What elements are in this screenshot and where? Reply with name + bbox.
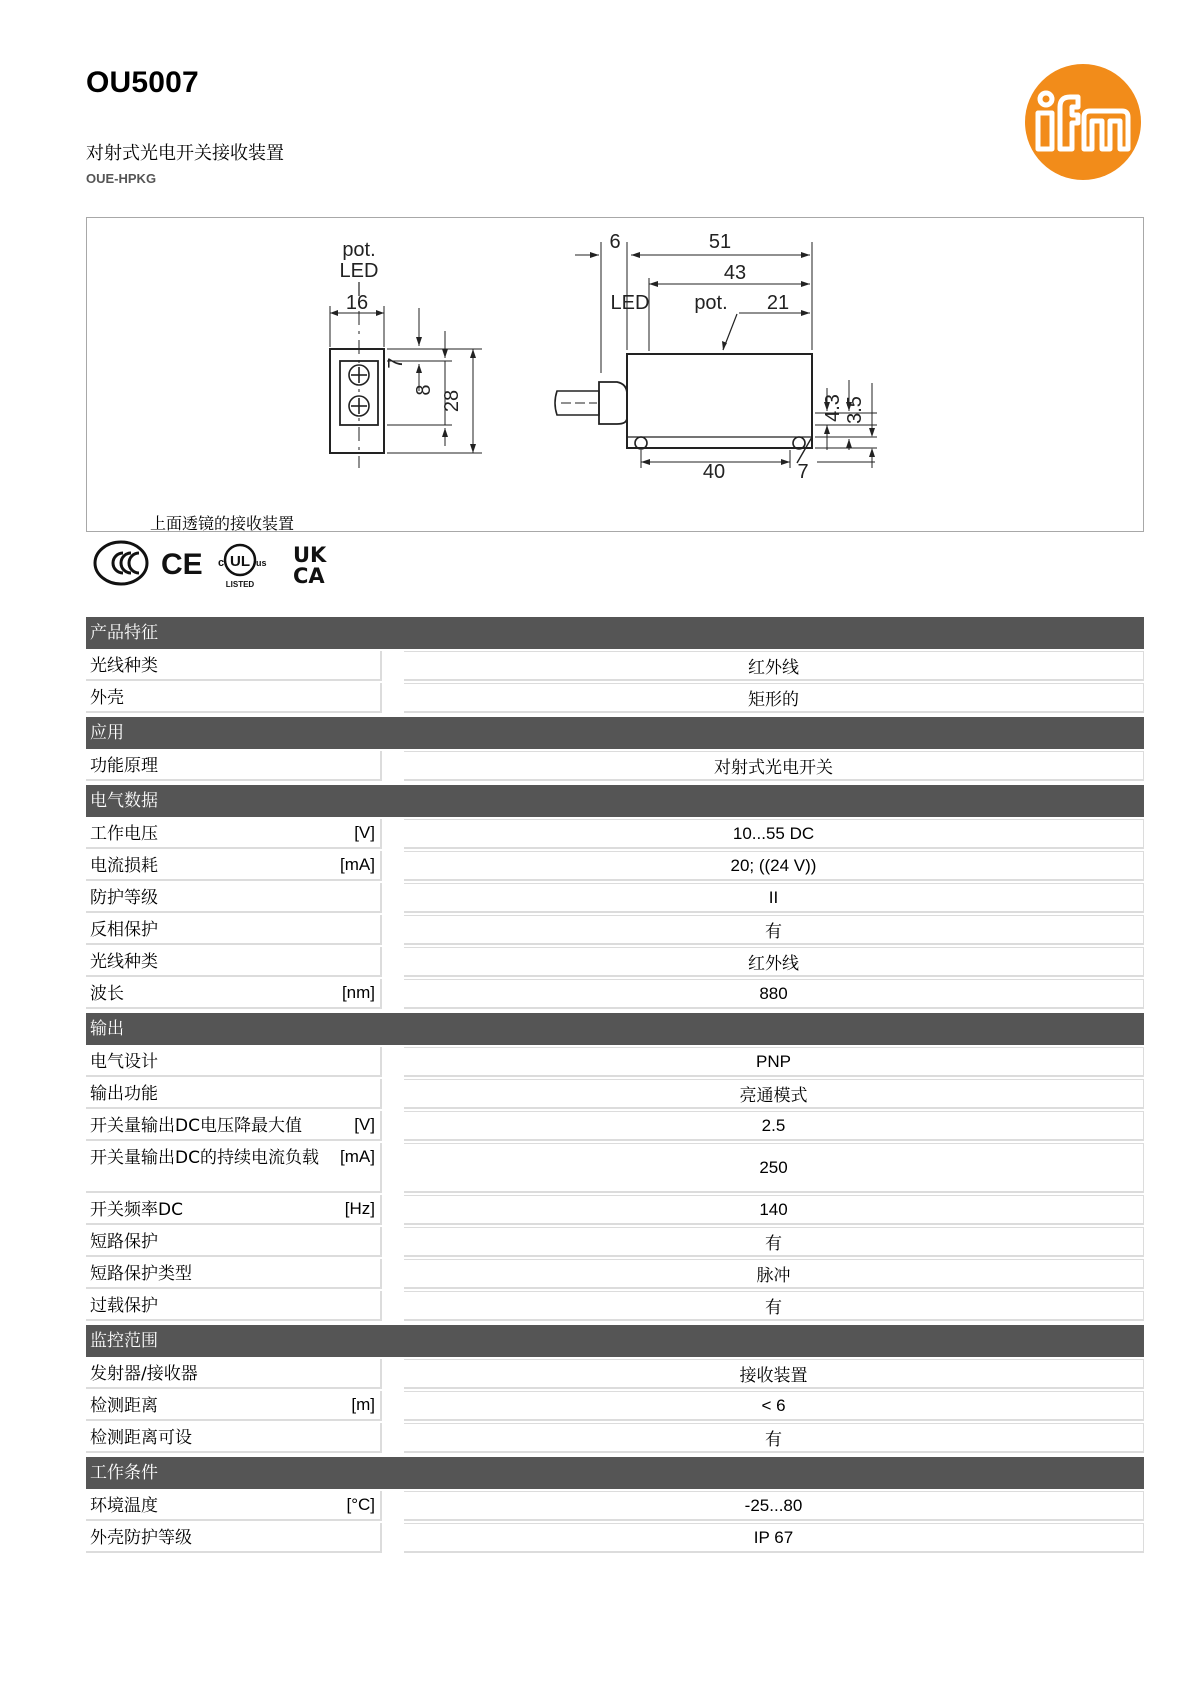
row-unit: [m] (351, 1395, 375, 1414)
row-label-cell (86, 947, 382, 977)
row-label: 短路保护类型 (90, 1264, 192, 1284)
row-label-cell (86, 1079, 382, 1109)
side-dim-3-5: 3.5 (844, 396, 866, 424)
drawing-caption: 上面透镜的接收装置 (150, 514, 295, 533)
row-label: 外壳防护等级 (90, 1528, 192, 1548)
row-label: 工作电压 (90, 824, 158, 844)
row-value: 140 (759, 1199, 788, 1219)
row-value: 亮通模式 (739, 1086, 808, 1105)
table-row (86, 1523, 1144, 1553)
row-label-cell (86, 651, 382, 681)
row-label: 环境温度 (90, 1496, 158, 1516)
table-row (86, 851, 1144, 881)
row-value-cell (404, 1047, 1144, 1077)
row-label: 开关量输出DC电压降最大值 (90, 1116, 302, 1136)
side-dim-7: 7 (797, 461, 809, 483)
row-value: 红外线 (748, 658, 799, 677)
row-label-cell (86, 683, 382, 713)
side-dim-51: 51 (708, 231, 732, 253)
row-value: -25...80 (744, 1495, 803, 1515)
row-label: 电流损耗 (90, 856, 158, 876)
section-header: 输出 (86, 1013, 1144, 1045)
row-label: 短路保护 (90, 1232, 158, 1252)
row-value: PNP (756, 1051, 791, 1071)
table-row (86, 1423, 1144, 1453)
row-label-cell (86, 1195, 382, 1225)
svg-text:UL: UL (230, 553, 250, 570)
row-value: 250 (759, 1157, 788, 1177)
row-label-cell (86, 1291, 382, 1321)
svg-text:us: us (256, 558, 267, 568)
row-unit: [°C] (346, 1495, 375, 1514)
row-value-cell (404, 751, 1144, 781)
front-pot-label: pot. (342, 239, 376, 261)
row-value-cell (404, 979, 1144, 1009)
row-value-cell (404, 883, 1144, 913)
side-dim-6: 6 (609, 231, 621, 253)
row-value-cell (404, 1491, 1144, 1521)
row-label: 外壳 (90, 688, 124, 708)
row-label: 开关频率DC (90, 1200, 183, 1220)
row-label: 反相保护 (90, 920, 158, 940)
row-value: II (768, 887, 779, 907)
ifm-logo (1024, 63, 1142, 181)
row-value-cell (404, 1195, 1144, 1225)
row-value-cell (404, 1227, 1144, 1257)
row-value-cell (404, 1079, 1144, 1109)
front-dim-28: 28 (441, 389, 463, 413)
row-label-cell (86, 819, 382, 849)
row-unit: [nm] (341, 983, 375, 1002)
row-label-cell (86, 915, 382, 945)
row-label: 检测距离可设 (90, 1428, 192, 1448)
row-value: 矩形的 (748, 690, 799, 709)
culus-mark (218, 545, 267, 589)
row-label-cell (86, 1391, 382, 1421)
side-led-label: LED (610, 292, 650, 314)
row-value-cell (404, 1259, 1144, 1289)
row-label: 输出功能 (90, 1084, 158, 1104)
table-row (86, 1047, 1144, 1077)
product-subtitle: 对射式光电开关接收装置 (86, 143, 284, 164)
svg-text:CA: CA (293, 564, 325, 588)
row-value: 接收装置 (739, 1366, 808, 1385)
svg-text:c: c (218, 557, 225, 569)
row-label-cell (86, 1359, 382, 1389)
front-dim-8: 8 (413, 384, 435, 396)
row-value: 红外线 (748, 954, 799, 973)
row-label-cell (86, 851, 382, 881)
row-label-cell (86, 979, 382, 1009)
dimension-drawing (86, 217, 1144, 532)
row-value: 10...55 DC (732, 823, 815, 843)
row-label: 开关量输出DC的持续电流负载 (90, 1148, 319, 1168)
ccc-mark (95, 542, 147, 584)
table-row (86, 1227, 1144, 1257)
svg-text:LISTED: LISTED (225, 580, 255, 589)
product-code: OUE-HPKG (86, 171, 157, 186)
row-value-cell (404, 1523, 1144, 1553)
table-row (86, 883, 1144, 913)
side-dim-21: 21 (766, 292, 790, 314)
table-row (86, 979, 1144, 1009)
table-row (86, 819, 1144, 849)
row-label: 电气设计 (90, 1052, 158, 1072)
section-header: 监控范围 (86, 1325, 1144, 1357)
row-label-cell (86, 1523, 382, 1553)
table-row (86, 1259, 1144, 1289)
section-header: 电气数据 (86, 785, 1144, 817)
table-row (86, 915, 1144, 945)
front-dim-16: 16 (345, 292, 369, 314)
row-value-cell (404, 1291, 1144, 1321)
row-value-cell (404, 947, 1144, 977)
table-row (86, 1079, 1144, 1109)
row-label-cell (86, 1259, 382, 1289)
row-label-cell (86, 751, 382, 781)
side-dim-4-3: 4.3 (822, 394, 844, 422)
row-value: 20; ((24 V)) (730, 855, 817, 875)
side-pot-label: pot. (694, 292, 728, 314)
row-label-cell (86, 1227, 382, 1257)
row-unit: [mA] (340, 1147, 375, 1166)
row-value: 脉冲 (756, 1266, 791, 1285)
row-value-cell (404, 819, 1144, 849)
row-label-cell (86, 883, 382, 913)
svg-text:UK: UK (293, 543, 327, 567)
row-value-cell (404, 651, 1144, 681)
specification-table (86, 617, 1144, 1553)
product-title: OU5007 (86, 66, 199, 99)
row-value: 对射式光电开关 (714, 758, 833, 777)
section-header: 工作条件 (86, 1457, 1144, 1489)
table-row (86, 1195, 1144, 1225)
front-dim-7: 7 (385, 357, 407, 369)
ce-mark: CE (161, 548, 203, 581)
row-value: 有 (765, 922, 782, 941)
row-label: 防护等级 (90, 888, 158, 908)
drawing-svg (87, 218, 1145, 533)
row-value-cell (404, 683, 1144, 713)
section-header: 应用 (86, 717, 1144, 749)
section-header: 产品特征 (86, 617, 1144, 649)
side-dim-43: 43 (723, 262, 747, 284)
row-label: 过载保护 (90, 1296, 158, 1316)
row-value: < 6 (761, 1395, 786, 1415)
row-value: 有 (765, 1430, 782, 1449)
table-row (86, 1143, 1144, 1193)
row-label: 波长 (90, 984, 124, 1004)
row-value-cell (404, 1391, 1144, 1421)
row-value: 有 (765, 1298, 782, 1317)
row-value-cell (404, 1423, 1144, 1453)
row-value: 2.5 (761, 1115, 786, 1135)
row-value-cell (404, 915, 1144, 945)
table-row (86, 947, 1144, 977)
row-value-cell (404, 1359, 1144, 1389)
row-label-cell (86, 1111, 382, 1141)
row-label: 光线种类 (90, 656, 158, 676)
table-row (86, 683, 1144, 713)
row-label: 功能原理 (90, 756, 158, 776)
row-value: 880 (759, 983, 788, 1003)
table-row (86, 1359, 1144, 1389)
side-dim-40: 40 (702, 461, 726, 483)
table-row (86, 651, 1144, 681)
row-unit: [mA] (340, 855, 375, 874)
row-value: IP 67 (753, 1527, 794, 1547)
row-label: 发射器/接收器 (90, 1364, 198, 1384)
table-row (86, 1391, 1144, 1421)
certification-marks (93, 540, 333, 590)
table-row (86, 1111, 1144, 1141)
row-label-cell (86, 1143, 382, 1193)
row-value: 有 (765, 1234, 782, 1253)
row-label-cell (86, 1047, 382, 1077)
row-unit: [V] (354, 1115, 375, 1134)
row-label-cell (86, 1423, 382, 1453)
row-label: 光线种类 (90, 952, 158, 972)
row-unit: [V] (354, 823, 375, 842)
table-row (86, 1491, 1144, 1521)
row-value-cell (404, 1111, 1144, 1141)
front-led-label: LED (339, 260, 379, 282)
row-value-cell (404, 1143, 1144, 1193)
row-value-cell (404, 851, 1144, 881)
ukca-mark (293, 543, 327, 588)
table-row (86, 751, 1144, 781)
row-label: 检测距离 (90, 1396, 158, 1416)
table-row (86, 1291, 1144, 1321)
row-unit: [Hz] (344, 1199, 375, 1218)
row-label-cell (86, 1491, 382, 1521)
